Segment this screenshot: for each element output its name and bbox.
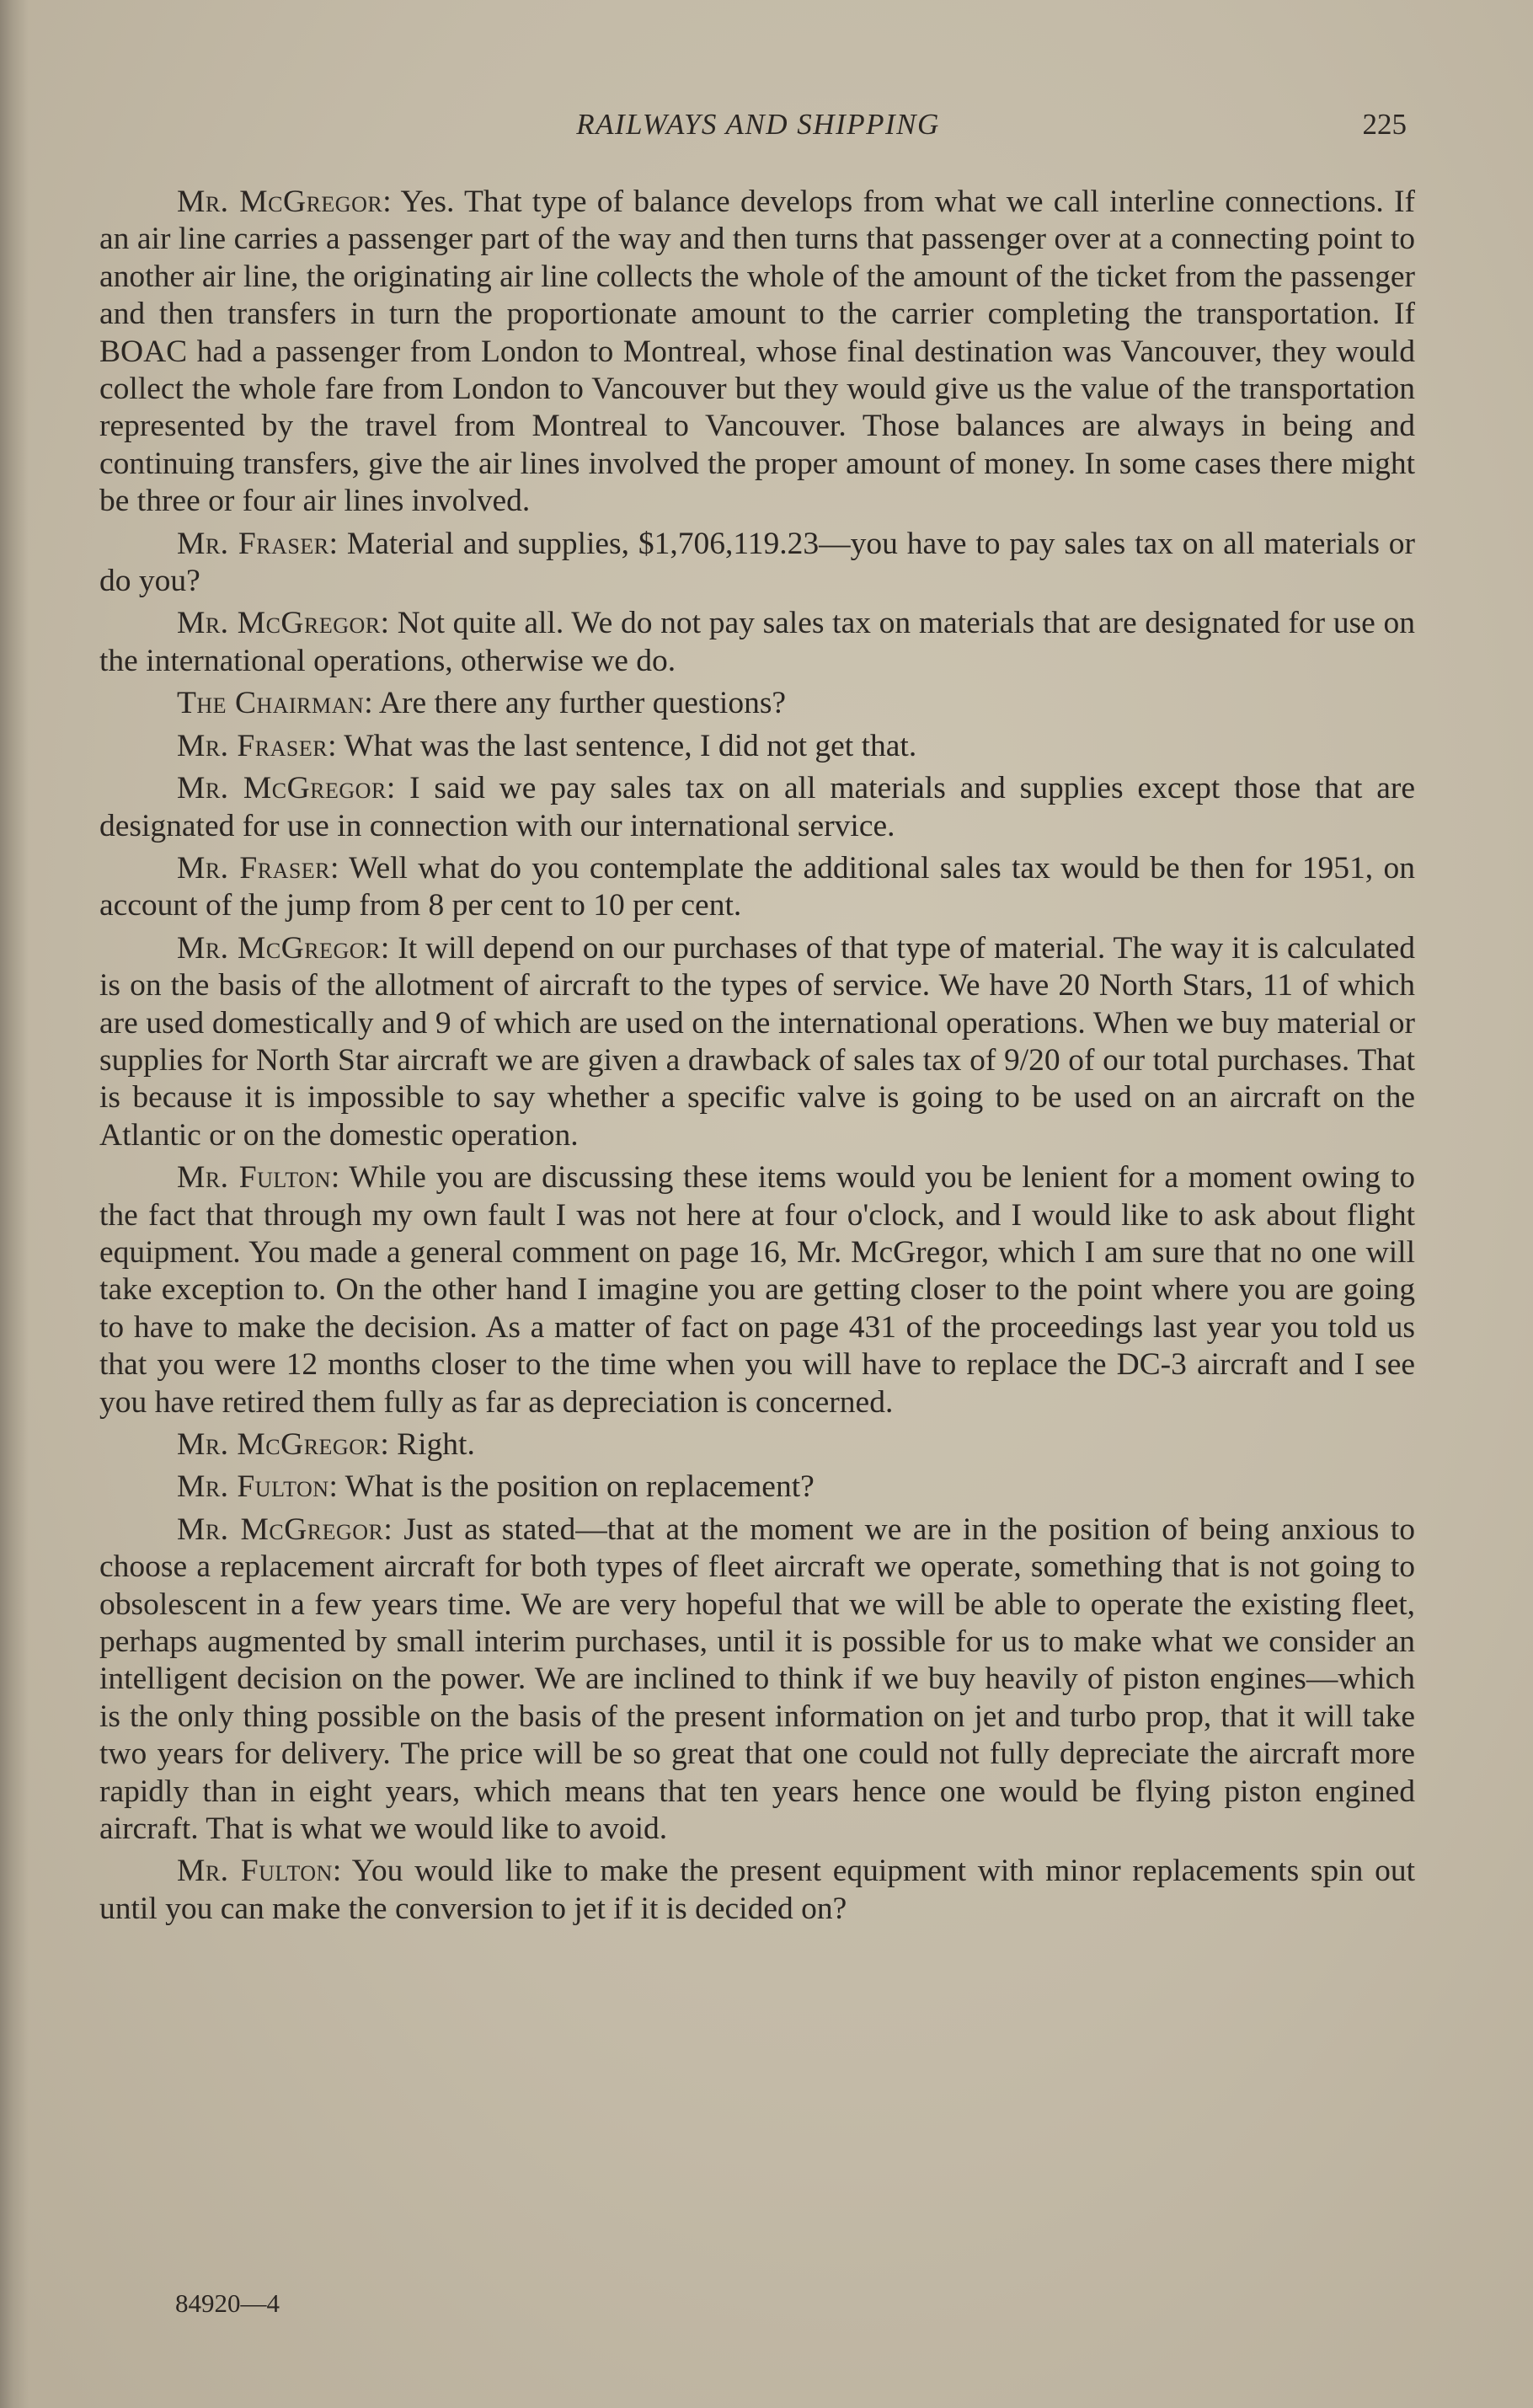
binding-shadow	[0, 0, 29, 2408]
paragraph	[99, 770, 1415, 845]
speaker-name: Mr. McGregor	[177, 1512, 384, 1547]
speaker-name: Mr. Fulton	[177, 1160, 331, 1196]
paragraph	[99, 605, 1415, 680]
speech-text: : Are there any further questions?	[364, 686, 787, 721]
speaker-name: Mr. McGregor	[177, 771, 387, 806]
speech-text: : You would like to make the present equipment with minor replacements spin out until you can make the conversion to jet if it is decided on?	[99, 1854, 1416, 1926]
running-head	[101, 108, 1415, 150]
paragraph	[99, 184, 1415, 521]
speech-text: : Material and supplies, $1,706,119.23—you have to pay sales tax on all materials or do you?	[99, 526, 1416, 599]
speech-text: : While you are discussing these items would you be lenient for a moment owing to the fact that through my own fault I was not here at four o'clock, and I would like to ask about flight equipment. You made a general comment on page 16, Mr. McGregor, which I am sure that no one will take exception to. On the other hand I imagine you are getting closer to the point where you are going to have to make the decision. As a matter of fact on page 431 of the proceedings last year you told us that you were 12 months closer to the time when you will have to replace the DC-3 aircraft and I see you have retired them fully as far as depreciation is concerned.	[99, 1160, 1415, 1420]
speaker-name: Mr. Fraser	[177, 850, 331, 886]
speech-text: : I said we pay sales tax on all materials and supplies except those that are designated for use in connection with our international service.	[99, 771, 1416, 843]
speech-text: : Well what do you contemplate the additional sales tax would be then for 1951, on account of the jump from 8 per cent to 10 per cent.	[99, 850, 1415, 923]
transcript-body	[99, 184, 1415, 1933]
speech-text: : What was the last sentence, I did not get that.	[328, 728, 917, 763]
speaker-name: Mr. McGregor	[177, 606, 381, 641]
speaker-name: Mr. Fraser	[177, 728, 328, 763]
paragraph	[99, 685, 1415, 722]
speaker-name: The Chairman	[177, 686, 365, 721]
speech-text: : Right.	[380, 1427, 475, 1462]
speaker-name: Mr. Fulton	[177, 1469, 329, 1505]
speaker-name: Mr. McGregor	[177, 1427, 381, 1462]
paragraph	[99, 1853, 1415, 1928]
paragraph	[99, 930, 1415, 1154]
printer-signature-code: 84920—4	[175, 2288, 280, 2318]
paragraph	[99, 1426, 1415, 1464]
paragraph	[99, 728, 1415, 765]
speech-text: : Just as stated—that at the moment we are in the position of being anxious to choose a replacement aircraft for both types of fleet aircraft we operate, something that is not going to obsolescent in a few years time. We are very hopeful that we will be able to operate the existing fleet, perhaps augmented by small interim purchases, until it is possible for us to make what we consider an intelligent decision on the power. We are inclined to think if we buy heavily of piston engines—which is the only thing possible on the basis of the present information on jet and turbo prop, that it will take two years for delivery. The price will be so great that one could not fully depreciate the aircraft more rapidly than in eight years, which means that ten years hence one would be flying piston engined aircraft. That is what we would like to avoid.	[99, 1512, 1415, 1847]
running-title: RAILWAYS AND SHIPPING	[576, 108, 940, 141]
paragraph	[99, 1159, 1415, 1421]
speech-text: : It will depend on our purchases of that type of material. The way it is calculated is on the basis of the allotment of aircraft to the types of service. We have 20 North Stars, 11 of which are used domestically and 9 of which are used on the international operations. When we buy material or supplies for North Star aircraft we are given a drawback of sales tax of 9/20 of our total purchases. That is because it is impossible to say whether a specific valve is going to be used on an aircraft on the Atlantic or on the domestic operation.	[99, 930, 1415, 1153]
paragraph	[99, 526, 1415, 601]
paragraph	[99, 1512, 1415, 1849]
paragraph	[99, 1469, 1415, 1506]
page-number: 225	[1362, 108, 1407, 141]
speech-text: : What is the position on replacement?	[328, 1469, 815, 1505]
speaker-name: Mr. Fraser	[177, 526, 329, 561]
speech-text: : Not quite all. We do not pay sales tax on materials that are designated for use on the international operations, otherwise we do.	[99, 606, 1415, 678]
speaker-name: Mr. Fulton	[177, 1854, 333, 1889]
speech-text: : Yes. That type of balance develops from what we call interline connections. If an air line carries a passenger part of the way and then turns that passenger over at a connecting point to another air line, the originating air line collects the whole of the amount of the ticket from the passenger and then transfers in turn the proportionate amount to the carrier completing the transportation. If BOAC had a passenger from London to Montreal, whose final destination was Vancouver, they would collect the whole fare from London to Vancouver but they would give us the value of the transportation represented by the travel from Montreal to Vancouver. Those balances are always in being and continuing transfers, give the air lines involved the proper amount of money. In some cases there might be three or four air lines involved.	[99, 185, 1415, 519]
speaker-name: Mr. McGregor	[177, 930, 381, 966]
speaker-name: Mr. McGregor	[177, 185, 383, 219]
paragraph	[99, 850, 1415, 925]
